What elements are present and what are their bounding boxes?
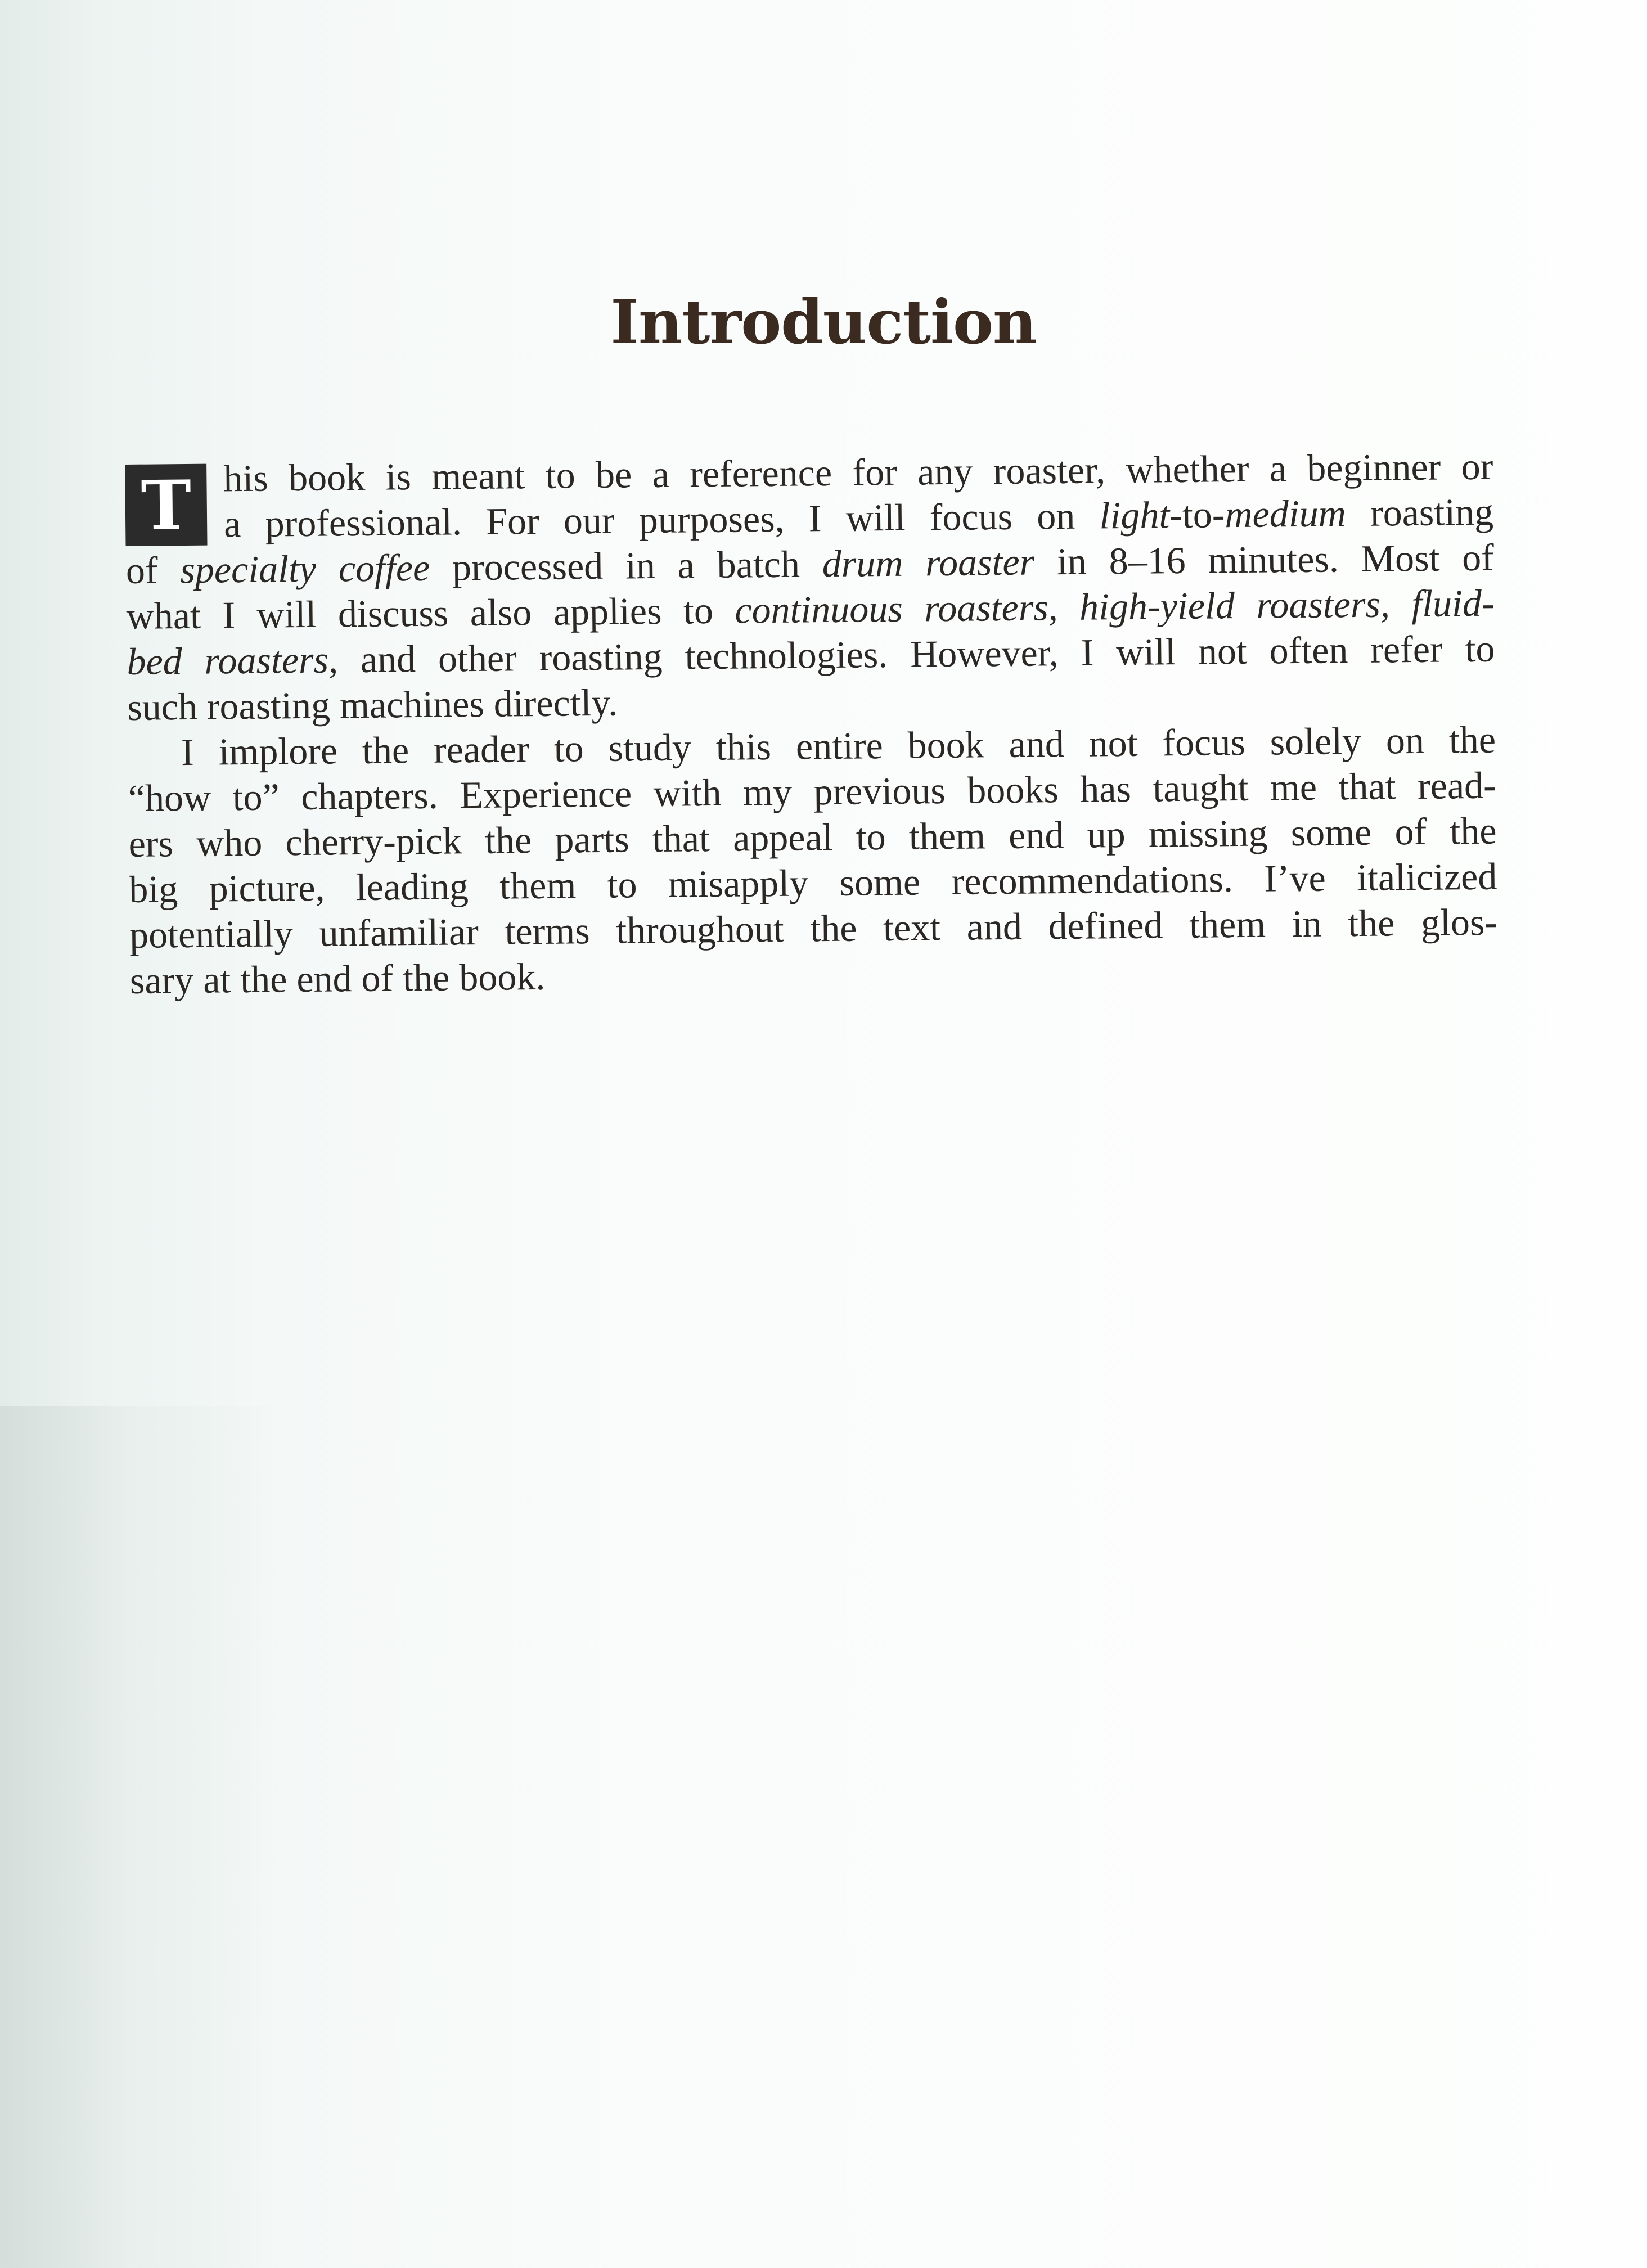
text-segment: in 8–16 minutes. Most of	[1034, 536, 1495, 583]
text-segment: what I will discuss also applies to	[126, 588, 735, 637]
paragraph-2	[128, 717, 1498, 1004]
text-segment: sary at the end of the book.	[129, 955, 546, 1002]
italic-term: medium	[1225, 492, 1347, 536]
italic-term: light	[1099, 493, 1170, 537]
text-segment: of	[125, 548, 181, 592]
italic-term: bed roasters,	[127, 638, 339, 683]
drop-cap: T	[125, 464, 207, 546]
paragraph-1	[125, 444, 1496, 730]
text-segment: his book is meant to be a reference for any roaster, whether a beginner or	[223, 444, 1493, 500]
text-segment: big picture, leading them to misapply some recommendations. I’ve italicized	[129, 854, 1497, 911]
page-title: Introduction	[610, 287, 1037, 358]
text-segment: “how to” chapters. Experience with my previous books has taught me that read-	[128, 763, 1497, 820]
italic-term: specialty coffee	[180, 546, 430, 592]
text-segment: and other roasting technologies. However, I will not often refer to	[338, 627, 1495, 681]
text-segment: roasting	[1346, 490, 1494, 535]
text-segment: processed in a batch	[429, 542, 823, 589]
text-segment: a professional. For our purposes, I will focus on	[223, 494, 1100, 546]
page-shadow	[0, 1406, 292, 2268]
text-segment: potentially unfamiliar terms throughout the text and defined them in the glos-	[129, 900, 1498, 956]
text-segment: -to-	[1169, 493, 1225, 537]
text-segment: such roasting machines directly.	[127, 681, 618, 728]
italic-term: continuous roasters, high-yield roasters, fluid-	[735, 581, 1495, 632]
text-segment: ers who cherry-pick the parts that appeal to them end up missing some of the	[128, 809, 1497, 865]
text-segment: I implore the reader to study this entire book and not focus solely on the	[181, 718, 1496, 774]
body-text	[125, 444, 1498, 1004]
italic-term: drum roaster	[822, 540, 1035, 586]
